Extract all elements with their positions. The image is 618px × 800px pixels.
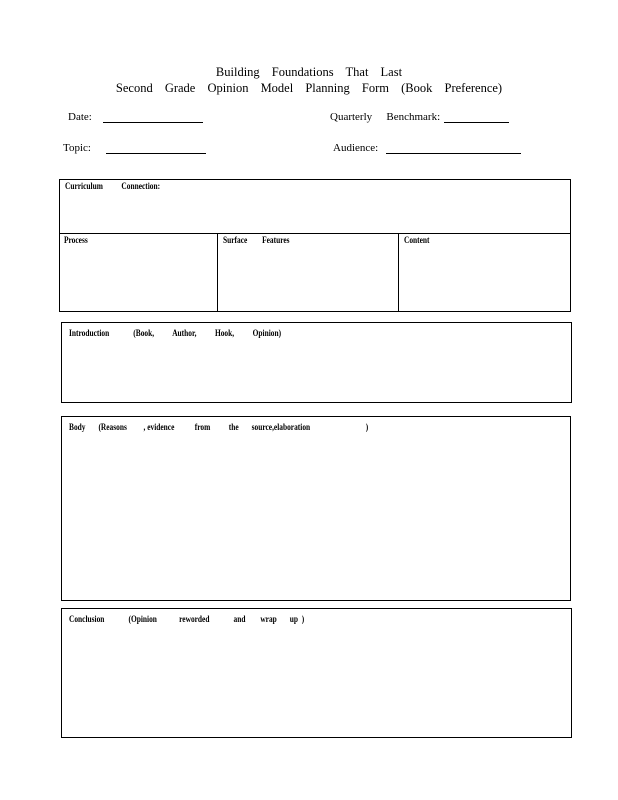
curriculum-box [59, 179, 571, 312]
introduction-label: Introduction (Book, Author, Hook, Opinion) [69, 329, 282, 339]
date-field[interactable] [103, 122, 203, 123]
audience-field[interactable] [386, 153, 521, 154]
content-label: Content [404, 236, 430, 246]
curriculum-connection-label: Curriculum Connection: [65, 182, 161, 192]
process-label: Process [64, 236, 88, 246]
content-divider [398, 233, 399, 311]
process-divider [217, 233, 218, 311]
topic-label: Topic: [63, 142, 91, 154]
quarterly-benchmark-label: Quarterly Benchmark: [330, 111, 441, 123]
surface-features-label: Surface Features [223, 236, 290, 246]
conclusion-label: Conclusion (Opinion reworded and wrap up ) [69, 615, 305, 625]
form-title-line2: Second Grade Opinion Model Planning Form (Book Preference) [115, 81, 503, 95]
date-label: Date: [68, 111, 92, 123]
form-title-line1: Building Foundations That Last [215, 65, 403, 79]
introduction-box [61, 322, 572, 403]
topic-field[interactable] [106, 153, 206, 154]
audience-label: Audience: [333, 142, 379, 154]
curriculum-divider [60, 233, 570, 234]
conclusion-box [61, 608, 572, 738]
body-label: Body (Reasons , evidence from the source,elaboration ) [69, 423, 369, 433]
quarterly-benchmark-field[interactable] [444, 122, 509, 123]
body-box [61, 416, 571, 601]
